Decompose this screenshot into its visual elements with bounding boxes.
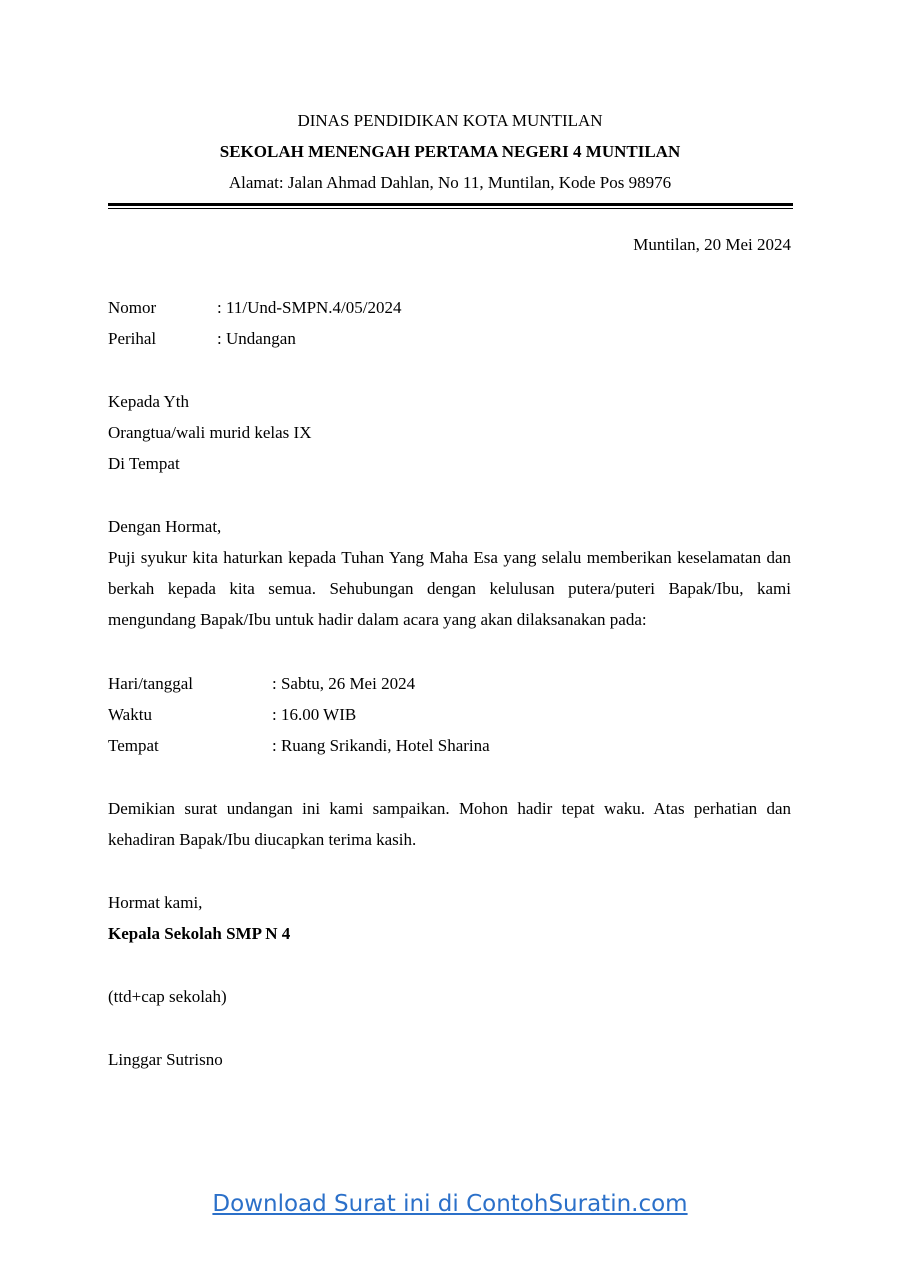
letterhead-rule-thin [108, 208, 793, 209]
school-address: Alamat: Jalan Ahmad Dahlan, No 11, Muntilan, Kode Pos 98976 [228, 173, 672, 192]
event-place-value: : Ruang Srikandi, Hotel Sharina [272, 736, 490, 755]
school-name: SEKOLAH MENENGAH PERTAMA NEGERI 4 MUNTILAN [219, 142, 681, 161]
perihal-label: Perihal [108, 329, 157, 348]
event-date-label: Hari/tanggal [108, 674, 193, 693]
signer-name: Linggar Sutrisno [108, 1050, 223, 1069]
recipient-line-3: Di Tempat [108, 454, 180, 473]
recipient-line-2: Orangtua/wali murid kelas IX [108, 423, 312, 442]
signer-position: Kepala Sekolah SMP N 4 [108, 924, 291, 943]
signature-note: (ttd+cap sekolah) [108, 987, 227, 1006]
event-date-value: : Sabtu, 26 Mei 2024 [272, 674, 416, 693]
greeting: Dengan Hormat, [108, 517, 222, 536]
regards: Hormat kami, [108, 893, 203, 912]
nomor-label: Nomor [108, 298, 157, 317]
nomor-value: : 11/Und-SMPN.4/05/2024 [217, 298, 402, 317]
perihal-value: : Undangan [217, 329, 296, 348]
agency-name: DINAS PENDIDIKAN KOTA MUNTILAN [297, 111, 603, 130]
recipient-line-1: Kepada Yth [108, 392, 190, 411]
letter-date: Muntilan, 20 Mei 2024 [633, 235, 791, 254]
event-place-label: Tempat [108, 736, 159, 755]
closing-paragraph: Demikian surat undangan ini kami sampaikan. Mohon hadir tepat waku. Atas perhatian dan kehadiran Bapak/Ibu diucapkan terima kasih. [108, 799, 791, 849]
download-link[interactable]: Download Surat ini di ContohSuratin.com [212, 1191, 688, 1217]
event-time-value: : 16.00 WIB [272, 705, 357, 724]
intro-paragraph: Puji syukur kita haturkan kepada Tuhan Yang Maha Esa yang selalu memberikan keselamatan dan berkah kepada kita semua. Sehubungan dengan kelulusan putera/puteri Bapak/Ibu, kami mengundang Bapak/Ibu untuk hadir dalam acara yang akan dilaksanakan pada: [108, 548, 791, 629]
letterhead-rule-thick [108, 203, 793, 206]
event-time-label: Waktu [108, 705, 152, 724]
